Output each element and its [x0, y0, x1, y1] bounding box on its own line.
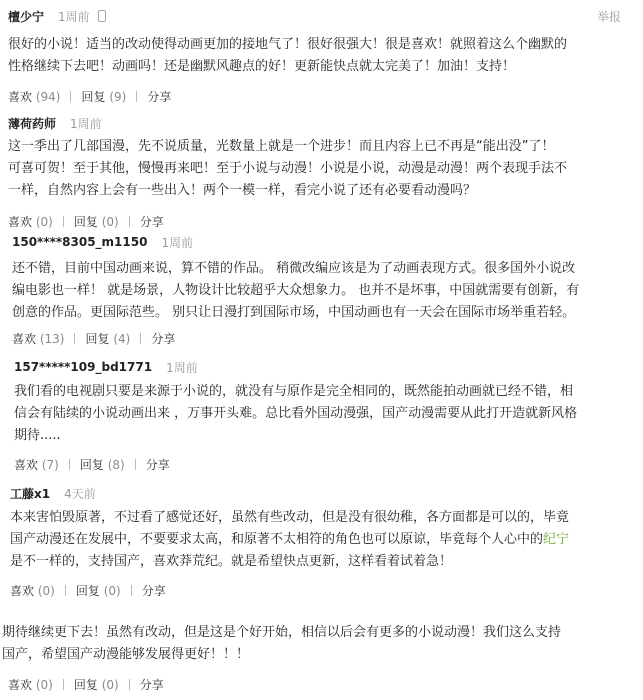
comment-header [8, 6, 106, 26]
divider [131, 585, 132, 596]
share-button[interactable]: 分享 [145, 458, 170, 472]
divider [136, 91, 137, 102]
share-button[interactable]: 分享 [141, 584, 166, 598]
divider [65, 585, 66, 596]
timestamp: 1周前 [70, 116, 102, 131]
divider [69, 459, 70, 470]
comment-actions [8, 213, 164, 230]
divider [63, 216, 64, 227]
username[interactable]: 檀少宁 [8, 9, 45, 24]
username[interactable]: 150****8305_m1150 [12, 235, 148, 249]
comment-actions [12, 330, 175, 347]
comment-header [12, 232, 193, 252]
timestamp: 1周前 [161, 235, 194, 250]
comment-header [10, 483, 96, 503]
timestamp: 4天前 [64, 486, 96, 501]
like-button[interactable]: 喜欢 (0) [8, 215, 53, 229]
reply-count: (0) [101, 215, 119, 229]
comment-line: 一样，自然内容上会有一些出入！两个一模一样，看完小说了还有必要看动漫吗？ [8, 183, 477, 198]
comment-line: 本来害怕毁原著，不过看了感觉还好，虽然有些改动，但是没有很幼稚，各方面都是可以的，毕竟 [10, 510, 570, 525]
report-link[interactable]: 举报 [596, 9, 621, 24]
divider [74, 333, 75, 344]
comment-actions [10, 582, 166, 599]
share-button[interactable]: 分享 [147, 90, 172, 104]
reply-count: (0) [103, 584, 121, 598]
comment-text [12, 258, 579, 324]
divider [129, 216, 130, 227]
comment-line: 国产，希望国产动漫能够发展得更好！！！ [2, 647, 250, 662]
comment-line: 还不错，目前中国动画来说，算不错的作品。 稍微改编应该是为了动画表现方式。很多国外小说改 [12, 261, 576, 276]
comment-line: 我们看的电视剧只要是来源于小说的，就没有与原作是完全相同的，既然能拍动画就已经不错，相 [14, 384, 574, 399]
divider [135, 459, 136, 470]
reply-count: (8) [107, 458, 125, 472]
share-button[interactable]: 分享 [139, 215, 164, 229]
reply-button[interactable]: 回复 (9) [81, 90, 127, 104]
like-count: (0) [35, 678, 53, 692]
divider [70, 91, 71, 102]
reply-count: (9) [109, 90, 127, 104]
username[interactable]: 157*****109_bd1771 [14, 360, 153, 374]
comment-line: 这一季出了几部国漫，先不说质量，光数量上就是一个进步！而且内容上已不再是“能出没”了！ [8, 139, 555, 154]
comment-line: 国产动漫还在发展中，不要要求太高，和原著不太相符的角色也可以原谅，毕竟每个人心中的纪宁 [10, 532, 570, 547]
comment-text [2, 622, 561, 666]
comment-header [14, 357, 198, 377]
share-button[interactable]: 分享 [151, 332, 176, 346]
comment-line: 可喜可贺！至于其他，慢慢再来吧！至于小说与动漫！小说是小说，动漫是动漫！两个表现手法不 [8, 161, 568, 176]
comment-line: 期待继续更下去！虽然有改动，但是这是个好开始，相信以后会有更多的小说动漫！我们这么支持 [2, 625, 562, 640]
reply-button[interactable]: 回复 (8) [79, 458, 125, 472]
mobile-icon [98, 10, 106, 22]
comment-text [8, 136, 567, 202]
like-count: (94) [35, 90, 61, 104]
comment-line: 性格继续下去吧！动画吗！还是幽默风趣点的好！更新能快点就太完美了！加油！支持！ [8, 59, 516, 74]
timestamp: 1周前 [166, 360, 198, 375]
reply-button[interactable]: 回复 (4) [85, 332, 131, 346]
comment-line: 创意的作品。更国际范些。 别只让日漫打到国际市场，中国动画也有一天会在国际市场举重若轻。 [12, 305, 576, 320]
like-count: (0) [35, 215, 53, 229]
divider [129, 679, 130, 690]
timestamp: 1周前 [58, 9, 90, 24]
comment-line: 信会有陆续的小说动画出来 ，万事开头难。总比看外国动漫强，国产动漫需要从此打开造就新风格 [14, 406, 578, 421]
comment-text [8, 34, 567, 78]
username[interactable]: 薄荷药师 [8, 116, 57, 131]
reply-button[interactable]: 回复 (0) [75, 584, 121, 598]
like-button[interactable]: 喜欢 (0) [10, 584, 55, 598]
comment-actions [8, 676, 164, 693]
like-button[interactable]: 喜欢 (13) [12, 332, 65, 346]
comment-actions [8, 88, 171, 105]
like-count: (13) [39, 332, 65, 346]
reply-button[interactable]: 回复 (0) [73, 678, 119, 692]
comment-line: 期待..... [14, 428, 61, 443]
divider [140, 333, 141, 344]
reply-button[interactable]: 回复 (0) [73, 215, 119, 229]
like-button[interactable]: 喜欢 (0) [8, 678, 53, 692]
like-button[interactable]: 喜欢 (94) [8, 90, 61, 104]
share-button[interactable]: 分享 [139, 678, 164, 692]
divider [63, 679, 64, 690]
like-button[interactable]: 喜欢 (7) [14, 458, 59, 472]
reply-count: (0) [101, 678, 119, 692]
comment-line: 是不一样的，支持国产，喜欢莽荒纪。就是希望快点更新，这样看着试着急！ [10, 554, 453, 569]
like-count: (7) [41, 458, 59, 472]
like-count: (0) [37, 584, 55, 598]
comment-actions [14, 456, 170, 473]
comment-text [10, 507, 569, 573]
highlighted-name[interactable]: 纪宁 [543, 532, 570, 547]
comment-line: 很好的小说！适当的改动使得动画更加的接地气了！很好很强大！很是喜欢！就照着这么个幽默的 [8, 37, 568, 52]
username[interactable]: 工藤x1 [10, 486, 51, 501]
comment-line: 编电影也一样！ 就是场景，人物设计比较超乎大众想象力。 也并不是坏事，中国就需要有创新，有 [12, 283, 580, 298]
comment-header [8, 113, 102, 133]
reply-count: (4) [113, 332, 131, 346]
comment-text [14, 381, 577, 447]
